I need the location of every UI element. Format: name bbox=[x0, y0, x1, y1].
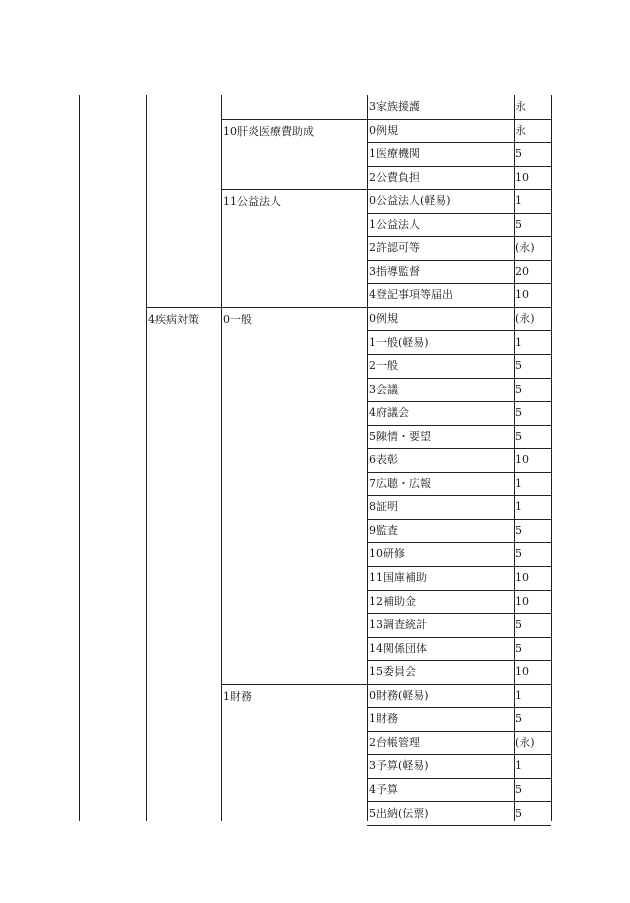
item-row bbox=[367, 95, 551, 120]
column-rule bbox=[146, 95, 147, 821]
retention-period: 1 bbox=[515, 335, 522, 349]
retention-period: 5 bbox=[515, 382, 522, 396]
item-name: 3家族援護 bbox=[369, 100, 420, 113]
retention-period: 1 bbox=[515, 688, 522, 702]
item-name: 4府議会 bbox=[369, 406, 409, 420]
retention-period: 5 bbox=[515, 523, 522, 537]
item-name: 13調査統計 bbox=[369, 618, 427, 632]
item-row bbox=[367, 660, 551, 685]
retention-period: 永 bbox=[515, 100, 526, 113]
retention-period: (永) bbox=[515, 311, 535, 325]
item-row bbox=[367, 448, 551, 473]
item-row bbox=[367, 495, 551, 520]
item-name: 2公費負担 bbox=[369, 170, 420, 184]
item-row bbox=[367, 425, 551, 450]
item-row bbox=[367, 778, 551, 803]
item-name: 7広聴・広報 bbox=[369, 476, 431, 490]
item-name: 1財務 bbox=[369, 712, 398, 726]
item-row bbox=[367, 142, 551, 167]
item-name: 2一般 bbox=[369, 359, 398, 373]
item-name: 3予算(軽易) bbox=[369, 759, 429, 773]
retention-period: 5 bbox=[515, 429, 522, 443]
item-name: 14関係団体 bbox=[369, 641, 427, 655]
item-row bbox=[367, 189, 551, 214]
retention-period: 5 bbox=[515, 641, 522, 655]
item-row bbox=[367, 637, 551, 662]
retention-period: 10 bbox=[515, 170, 529, 184]
item-row bbox=[367, 213, 551, 238]
item-name: 11国庫補助 bbox=[369, 571, 427, 584]
item-name: 5出納(伝票) bbox=[369, 806, 429, 820]
item-row bbox=[367, 307, 551, 332]
item-row bbox=[367, 802, 551, 827]
item-row bbox=[367, 236, 551, 261]
item-row bbox=[367, 354, 551, 379]
item-row bbox=[367, 684, 551, 709]
item-row bbox=[367, 472, 551, 497]
retention-period: 10 bbox=[515, 665, 529, 679]
column-rule bbox=[79, 95, 80, 821]
item-name: 0例規 bbox=[369, 311, 398, 325]
item-name: 15委員会 bbox=[369, 665, 416, 679]
item-name: 0財務(軽易) bbox=[369, 688, 429, 702]
item-row bbox=[367, 590, 551, 615]
category-label: 4疾病対策 bbox=[148, 312, 199, 326]
item-name: 5陳情・要望 bbox=[369, 429, 431, 443]
item-name: 2許認可等 bbox=[369, 241, 420, 255]
retention-period: 5 bbox=[515, 359, 522, 373]
item-row bbox=[367, 519, 551, 544]
item-name: 2台帳管理 bbox=[369, 735, 420, 749]
retention-period: 10 bbox=[515, 571, 529, 584]
retention-period: 5 bbox=[515, 806, 522, 820]
column-rule bbox=[551, 95, 552, 821]
retention-period: 1 bbox=[515, 476, 522, 490]
retention-period: 永 bbox=[515, 123, 526, 137]
item-row bbox=[367, 119, 551, 144]
item-row bbox=[367, 401, 551, 426]
retention-period: 5 bbox=[515, 147, 522, 161]
item-row bbox=[367, 260, 551, 285]
subcategory-label: 0一般 bbox=[223, 312, 252, 326]
item-name: 3会議 bbox=[369, 382, 398, 396]
item-name: 1医療機関 bbox=[369, 147, 420, 161]
item-name: 8証明 bbox=[369, 500, 398, 514]
retention-period: 20 bbox=[515, 264, 529, 278]
item-row bbox=[367, 731, 551, 756]
item-row bbox=[367, 754, 551, 779]
item-name: 1一般(軽易) bbox=[369, 335, 429, 349]
item-name: 4予算 bbox=[369, 782, 398, 796]
retention-period: 1 bbox=[515, 500, 522, 514]
item-name: 1公益法人 bbox=[369, 217, 420, 231]
item-name: 3指導監督 bbox=[369, 264, 420, 278]
retention-period: (永) bbox=[515, 735, 535, 749]
item-row bbox=[367, 166, 551, 191]
retention-period: 5 bbox=[515, 712, 522, 726]
item-row bbox=[367, 283, 551, 308]
item-row bbox=[367, 707, 551, 732]
item-name: 9監査 bbox=[369, 523, 398, 537]
item-name: 0公益法人(軽易) bbox=[369, 194, 451, 208]
item-name: 10研修 bbox=[369, 547, 405, 561]
retention-period: 10 bbox=[515, 288, 529, 302]
item-row bbox=[367, 566, 551, 591]
retention-period: 10 bbox=[515, 453, 529, 467]
retention-period: 5 bbox=[515, 782, 522, 796]
item-name: 0例規 bbox=[369, 123, 398, 137]
subcategory-label: 10肝炎医療費助成 bbox=[223, 124, 314, 138]
subcategory-label: 11公益法人 bbox=[223, 195, 281, 209]
subcategory-label: 1財務 bbox=[223, 689, 252, 703]
retention-period: 5 bbox=[515, 406, 522, 420]
item-row bbox=[367, 613, 551, 638]
item-name: 12補助金 bbox=[369, 594, 416, 608]
retention-period: 5 bbox=[515, 547, 522, 561]
item-name: 4登記事項等届出 bbox=[369, 288, 453, 302]
item-name: 6表彰 bbox=[369, 453, 398, 467]
item-row bbox=[367, 331, 551, 356]
retention-period: 5 bbox=[515, 618, 522, 632]
retention-period: 1 bbox=[515, 194, 522, 208]
column-rule bbox=[221, 95, 222, 821]
retention-period: (永) bbox=[515, 241, 535, 255]
retention-period: 1 bbox=[515, 759, 522, 773]
item-row bbox=[367, 378, 551, 403]
retention-period: 10 bbox=[515, 594, 529, 608]
retention-period: 5 bbox=[515, 217, 522, 231]
item-row bbox=[367, 542, 551, 567]
